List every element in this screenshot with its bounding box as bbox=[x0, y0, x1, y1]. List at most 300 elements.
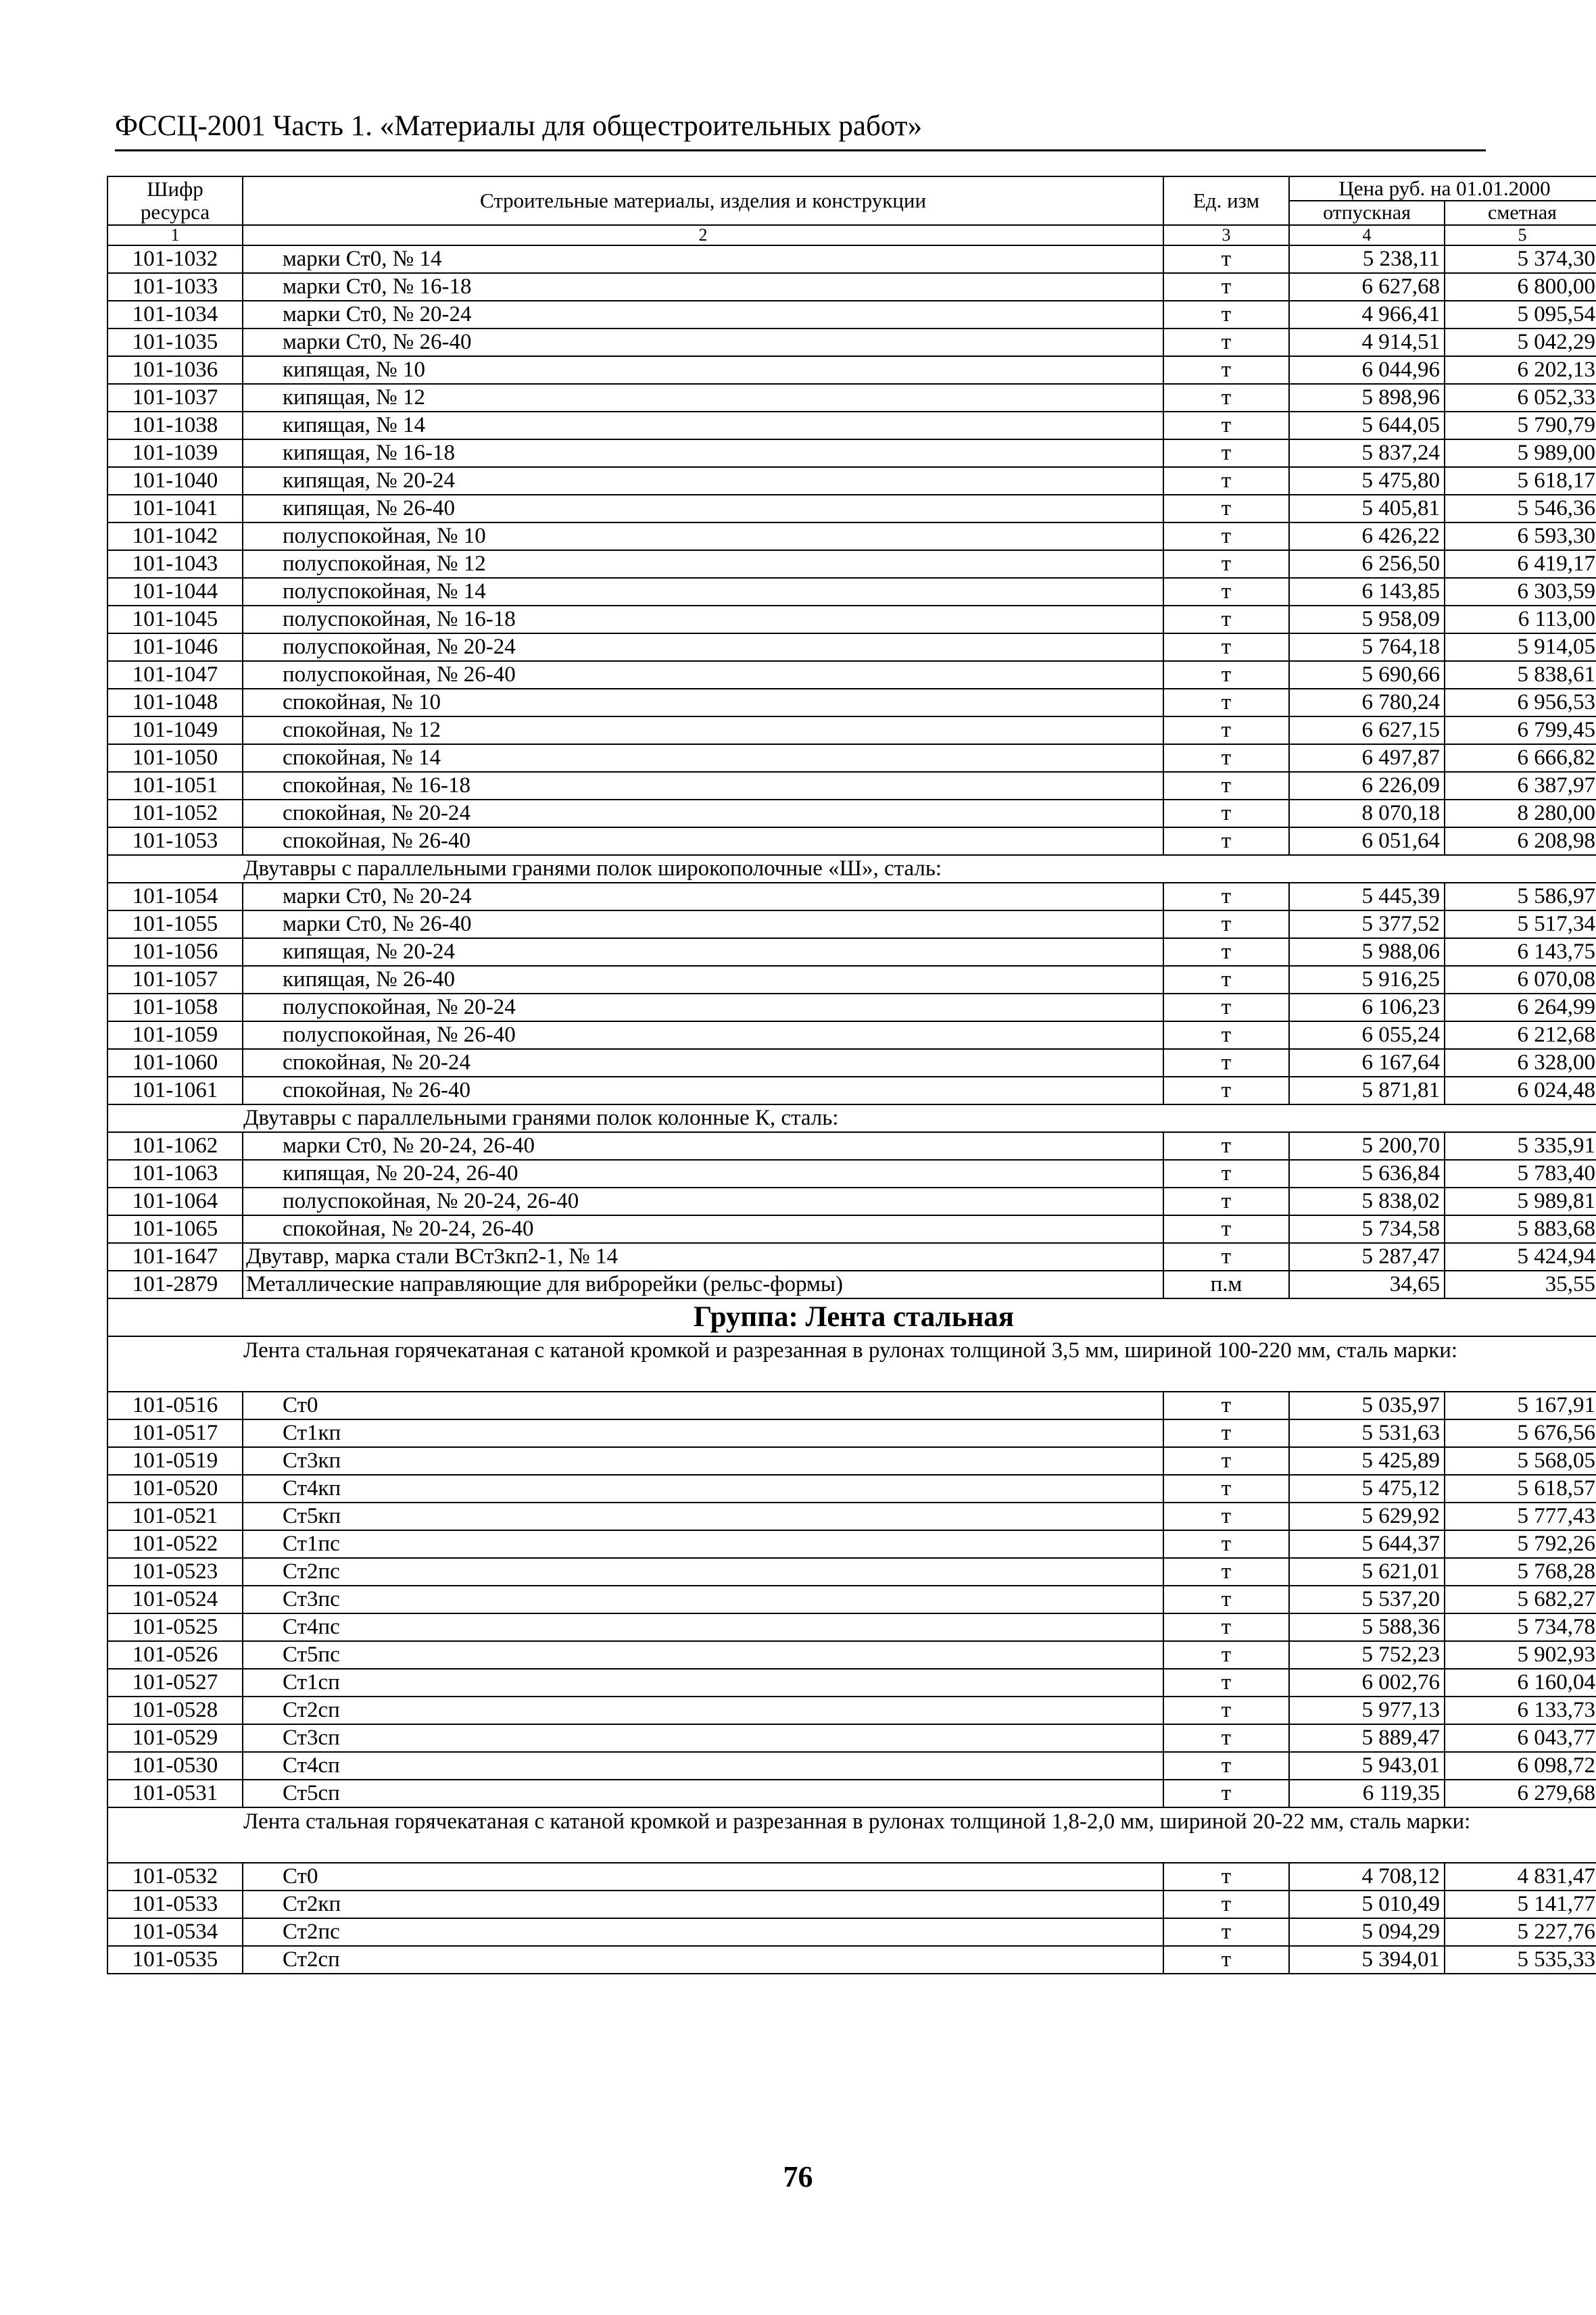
section-subheading-row bbox=[107, 855, 1596, 883]
table-row bbox=[107, 412, 1596, 439]
table-row bbox=[107, 1188, 1596, 1215]
table-row bbox=[107, 633, 1596, 661]
material-name: Ст5кп bbox=[243, 1503, 1163, 1530]
estimate-price: 5 141,77 bbox=[1445, 1891, 1596, 1918]
table-row bbox=[107, 245, 1596, 273]
resource-code: 101-0533 bbox=[107, 1891, 243, 1918]
release-price: 5 629,92 bbox=[1289, 1503, 1445, 1530]
material-name: полуспокойная, № 12 bbox=[243, 550, 1163, 578]
unit-of-measure: т bbox=[1163, 328, 1289, 356]
estimate-price: 6 208,98 bbox=[1445, 827, 1596, 855]
resource-code: 101-1059 bbox=[107, 1021, 243, 1049]
resource-code: 101-0535 bbox=[107, 1946, 243, 1974]
table-row bbox=[107, 772, 1596, 800]
table-row bbox=[107, 1049, 1596, 1077]
material-name: Ст4сп bbox=[243, 1752, 1163, 1780]
release-price: 5 889,47 bbox=[1289, 1724, 1445, 1752]
estimate-price: 6 212,68 bbox=[1445, 1021, 1596, 1049]
release-price: 6 780,24 bbox=[1289, 689, 1445, 716]
release-price: 5 764,18 bbox=[1289, 633, 1445, 661]
release-price: 6 055,24 bbox=[1289, 1021, 1445, 1049]
resource-code: 101-1036 bbox=[107, 356, 243, 384]
material-name: Ст3пс bbox=[243, 1586, 1163, 1613]
material-name: спокойная, № 10 bbox=[243, 689, 1163, 716]
release-price: 5 445,39 bbox=[1289, 883, 1445, 910]
resource-code: 101-1044 bbox=[107, 578, 243, 606]
unit-of-measure: т bbox=[1163, 966, 1289, 994]
resource-code: 101-1035 bbox=[107, 328, 243, 356]
estimate-price: 4 831,47 bbox=[1445, 1863, 1596, 1891]
unit-of-measure: т bbox=[1163, 467, 1289, 495]
resource-code: 101-0529 bbox=[107, 1724, 243, 1752]
resource-code: 101-0519 bbox=[107, 1447, 243, 1475]
estimate-price: 5 989,81 bbox=[1445, 1188, 1596, 1215]
unit-of-measure: т bbox=[1163, 1697, 1289, 1724]
table-column-numbers-row bbox=[107, 225, 1596, 245]
resource-code: 101-0524 bbox=[107, 1586, 243, 1613]
unit-of-measure: т bbox=[1163, 522, 1289, 550]
table-row bbox=[107, 716, 1596, 744]
release-price: 8 070,18 bbox=[1289, 800, 1445, 827]
estimate-price: 6 202,13 bbox=[1445, 356, 1596, 384]
material-name: Ст0 bbox=[243, 1863, 1163, 1891]
estimate-price: 6 666,82 bbox=[1445, 744, 1596, 772]
estimate-price: 5 374,30 bbox=[1445, 245, 1596, 273]
estimate-price: 5 989,00 bbox=[1445, 439, 1596, 467]
group-description-row bbox=[107, 1336, 1596, 1392]
resource-code: 101-1056 bbox=[107, 938, 243, 966]
table-row bbox=[107, 1613, 1596, 1641]
resource-code: 101-1065 bbox=[107, 1215, 243, 1243]
unit-of-measure: т bbox=[1163, 1863, 1289, 1891]
resource-code: 101-0534 bbox=[107, 1918, 243, 1946]
unit-of-measure: т bbox=[1163, 606, 1289, 633]
release-price: 6 143,85 bbox=[1289, 578, 1445, 606]
estimate-price: 5 167,91 bbox=[1445, 1392, 1596, 1419]
resource-code: 101-1055 bbox=[107, 910, 243, 938]
table-row bbox=[107, 301, 1596, 328]
unit-of-measure: т bbox=[1163, 1780, 1289, 1807]
material-name: спокойная, № 16-18 bbox=[243, 772, 1163, 800]
material-name: марки Ст0, № 20-24 bbox=[243, 301, 1163, 328]
release-price: 5 988,06 bbox=[1289, 938, 1445, 966]
table-row bbox=[107, 994, 1596, 1021]
estimate-price: 5 517,34 bbox=[1445, 910, 1596, 938]
release-price: 5 958,09 bbox=[1289, 606, 1445, 633]
release-price: 5 035,97 bbox=[1289, 1392, 1445, 1419]
resource-code: 101-1039 bbox=[107, 439, 243, 467]
estimate-price: 6 043,77 bbox=[1445, 1724, 1596, 1752]
unit-of-measure: т bbox=[1163, 633, 1289, 661]
unit-of-measure: т bbox=[1163, 412, 1289, 439]
estimate-price: 5 734,78 bbox=[1445, 1613, 1596, 1641]
release-price: 6 497,87 bbox=[1289, 744, 1445, 772]
estimate-price: 5 682,27 bbox=[1445, 1586, 1596, 1613]
unit-of-measure: т bbox=[1163, 1188, 1289, 1215]
resource-code: 101-1053 bbox=[107, 827, 243, 855]
unit-of-measure: т bbox=[1163, 938, 1289, 966]
material-name: марки Ст0, № 16-18 bbox=[243, 273, 1163, 301]
resource-code: 101-0516 bbox=[107, 1392, 243, 1419]
unit-of-measure: т bbox=[1163, 495, 1289, 522]
header-estimate-price: сметная bbox=[1445, 201, 1596, 225]
table-row bbox=[107, 744, 1596, 772]
estimate-price: 6 387,97 bbox=[1445, 772, 1596, 800]
release-price: 5 898,96 bbox=[1289, 384, 1445, 412]
estimate-price: 5 883,68 bbox=[1445, 1215, 1596, 1243]
release-price: 5 238,11 bbox=[1289, 245, 1445, 273]
unit-of-measure: т bbox=[1163, 578, 1289, 606]
release-price: 5 425,89 bbox=[1289, 1447, 1445, 1475]
estimate-price: 6 328,00 bbox=[1445, 1049, 1596, 1077]
table-row bbox=[107, 328, 1596, 356]
table-row bbox=[107, 966, 1596, 994]
unit-of-measure: т bbox=[1163, 689, 1289, 716]
unit-of-measure: т bbox=[1163, 1918, 1289, 1946]
table-row bbox=[107, 1697, 1596, 1724]
material-name: Металлические направляющие для виброрейки (рельс-формы) bbox=[243, 1271, 1163, 1298]
unit-of-measure: т bbox=[1163, 1077, 1289, 1104]
resource-code: 101-0531 bbox=[107, 1780, 243, 1807]
resource-code: 101-1033 bbox=[107, 273, 243, 301]
material-name: спокойная, № 12 bbox=[243, 716, 1163, 744]
release-price: 5 010,49 bbox=[1289, 1891, 1445, 1918]
release-price: 4 966,41 bbox=[1289, 301, 1445, 328]
table-row bbox=[107, 883, 1596, 910]
resource-code: 101-0520 bbox=[107, 1475, 243, 1503]
table-row bbox=[107, 1530, 1596, 1558]
resource-code: 101-1037 bbox=[107, 384, 243, 412]
unit-of-measure: т bbox=[1163, 744, 1289, 772]
unit-of-measure: п.м bbox=[1163, 1271, 1289, 1298]
resource-code: 101-1058 bbox=[107, 994, 243, 1021]
release-price: 5 752,23 bbox=[1289, 1641, 1445, 1669]
table-row bbox=[107, 467, 1596, 495]
table-row bbox=[107, 1271, 1596, 1298]
estimate-price: 5 783,40 bbox=[1445, 1160, 1596, 1188]
table-row bbox=[107, 800, 1596, 827]
resource-code: 101-1048 bbox=[107, 689, 243, 716]
column-number: 2 bbox=[243, 225, 1163, 245]
estimate-price: 6 279,68 bbox=[1445, 1780, 1596, 1807]
table-row bbox=[107, 1475, 1596, 1503]
release-price: 5 644,05 bbox=[1289, 412, 1445, 439]
resource-code: 101-1049 bbox=[107, 716, 243, 744]
resource-code: 101-1051 bbox=[107, 772, 243, 800]
column-number: 3 bbox=[1163, 225, 1289, 245]
group-heading: Группа: Лента стальная bbox=[107, 1298, 1596, 1336]
group-description: Лента стальная горячекатаная с катаной кромкой и разрезанная в рулонах толщиной 3,5 мм, шириной 100-220 мм, сталь марки: bbox=[107, 1336, 1596, 1392]
unit-of-measure: т bbox=[1163, 1447, 1289, 1475]
unit-of-measure: т bbox=[1163, 1946, 1289, 1974]
resource-code: 101-0525 bbox=[107, 1613, 243, 1641]
resource-code: 101-1047 bbox=[107, 661, 243, 689]
unit-of-measure: т bbox=[1163, 1641, 1289, 1669]
unit-of-measure: т bbox=[1163, 301, 1289, 328]
resource-code: 101-1034 bbox=[107, 301, 243, 328]
table-row bbox=[107, 827, 1596, 855]
release-price: 5 537,20 bbox=[1289, 1586, 1445, 1613]
table-row bbox=[107, 689, 1596, 716]
material-name: кипящая, № 16-18 bbox=[243, 439, 1163, 467]
unit-of-measure: т bbox=[1163, 1243, 1289, 1271]
release-price: 34,65 bbox=[1289, 1271, 1445, 1298]
estimate-price: 5 792,26 bbox=[1445, 1530, 1596, 1558]
table-row bbox=[107, 1918, 1596, 1946]
table-row bbox=[107, 1503, 1596, 1530]
release-price: 6 256,50 bbox=[1289, 550, 1445, 578]
material-name: кипящая, № 10 bbox=[243, 356, 1163, 384]
estimate-price: 5 618,57 bbox=[1445, 1475, 1596, 1503]
material-name: кипящая, № 20-24 bbox=[243, 467, 1163, 495]
resource-code: 101-1038 bbox=[107, 412, 243, 439]
price-table bbox=[107, 176, 1596, 1974]
estimate-price: 6 024,48 bbox=[1445, 1077, 1596, 1104]
resource-code: 101-1050 bbox=[107, 744, 243, 772]
table-row bbox=[107, 356, 1596, 384]
header-divider bbox=[115, 149, 1486, 151]
table-row bbox=[107, 1863, 1596, 1891]
unit-of-measure: т bbox=[1163, 356, 1289, 384]
estimate-price: 6 098,72 bbox=[1445, 1752, 1596, 1780]
table-row bbox=[107, 1215, 1596, 1243]
resource-code: 101-1647 bbox=[107, 1243, 243, 1271]
release-price: 5 377,52 bbox=[1289, 910, 1445, 938]
release-price: 6 426,22 bbox=[1289, 522, 1445, 550]
estimate-price: 35,55 bbox=[1445, 1271, 1596, 1298]
release-price: 6 627,15 bbox=[1289, 716, 1445, 744]
resource-code: 101-0527 bbox=[107, 1669, 243, 1697]
table-row bbox=[107, 661, 1596, 689]
table-row bbox=[107, 439, 1596, 467]
estimate-price: 5 335,91 bbox=[1445, 1132, 1596, 1160]
header-price: Цена руб. на 01.01.2000 bbox=[1289, 176, 1596, 201]
unit-of-measure: т bbox=[1163, 1669, 1289, 1697]
estimate-price: 5 914,05 bbox=[1445, 633, 1596, 661]
material-name: кипящая, № 26-40 bbox=[243, 966, 1163, 994]
unit-of-measure: т bbox=[1163, 1160, 1289, 1188]
unit-of-measure: т bbox=[1163, 1132, 1289, 1160]
material-name: Ст1кп bbox=[243, 1419, 1163, 1447]
estimate-price: 5 586,97 bbox=[1445, 883, 1596, 910]
release-price: 6 119,35 bbox=[1289, 1780, 1445, 1807]
release-price: 5 475,12 bbox=[1289, 1475, 1445, 1503]
table-row bbox=[107, 273, 1596, 301]
resource-code: 101-0530 bbox=[107, 1752, 243, 1780]
table-row bbox=[107, 1586, 1596, 1613]
resource-code: 101-0521 bbox=[107, 1503, 243, 1530]
unit-of-measure: т bbox=[1163, 883, 1289, 910]
resource-code: 101-1064 bbox=[107, 1188, 243, 1215]
material-name: Ст4кп bbox=[243, 1475, 1163, 1503]
unit-of-measure: т bbox=[1163, 1503, 1289, 1530]
material-name: Ст4пс bbox=[243, 1613, 1163, 1641]
resource-code: 101-1052 bbox=[107, 800, 243, 827]
unit-of-measure: т bbox=[1163, 1586, 1289, 1613]
material-name: Ст3кп bbox=[243, 1447, 1163, 1475]
unit-of-measure: т bbox=[1163, 1215, 1289, 1243]
material-name: кипящая, № 20-24 bbox=[243, 938, 1163, 966]
release-price: 5 475,80 bbox=[1289, 467, 1445, 495]
release-price: 5 621,01 bbox=[1289, 1558, 1445, 1586]
table-row bbox=[107, 1021, 1596, 1049]
estimate-price: 5 676,56 bbox=[1445, 1419, 1596, 1447]
release-price: 6 051,64 bbox=[1289, 827, 1445, 855]
table-row bbox=[107, 495, 1596, 522]
estimate-price: 5 095,54 bbox=[1445, 301, 1596, 328]
estimate-price: 5 902,93 bbox=[1445, 1641, 1596, 1669]
resource-code: 101-1046 bbox=[107, 633, 243, 661]
table-row bbox=[107, 1891, 1596, 1918]
table-row bbox=[107, 606, 1596, 633]
release-price: 5 405,81 bbox=[1289, 495, 1445, 522]
column-number: 4 bbox=[1289, 225, 1445, 245]
table-body bbox=[107, 245, 1596, 1974]
release-price: 5 943,01 bbox=[1289, 1752, 1445, 1780]
estimate-price: 5 535,33 bbox=[1445, 1946, 1596, 1974]
resource-code: 101-0532 bbox=[107, 1863, 243, 1891]
material-name: Ст5сп bbox=[243, 1780, 1163, 1807]
release-price: 5 916,25 bbox=[1289, 966, 1445, 994]
material-name: кипящая, № 26-40 bbox=[243, 495, 1163, 522]
group-description-row bbox=[107, 1807, 1596, 1863]
material-name: марки Ст0, № 26-40 bbox=[243, 910, 1163, 938]
material-name: спокойная, № 20-24, 26-40 bbox=[243, 1215, 1163, 1243]
unit-of-measure: т bbox=[1163, 1613, 1289, 1641]
resource-code: 101-1063 bbox=[107, 1160, 243, 1188]
release-price: 5 977,13 bbox=[1289, 1697, 1445, 1724]
unit-of-measure: т bbox=[1163, 245, 1289, 273]
table-row bbox=[107, 1641, 1596, 1669]
release-price: 6 106,23 bbox=[1289, 994, 1445, 1021]
estimate-price: 5 790,79 bbox=[1445, 412, 1596, 439]
unit-of-measure: т bbox=[1163, 1021, 1289, 1049]
unit-of-measure: т bbox=[1163, 910, 1289, 938]
estimate-price: 8 280,00 bbox=[1445, 800, 1596, 827]
material-name: Ст2пс bbox=[243, 1918, 1163, 1946]
material-name: спокойная, № 26-40 bbox=[243, 827, 1163, 855]
unit-of-measure: т bbox=[1163, 1530, 1289, 1558]
estimate-price: 6 799,45 bbox=[1445, 716, 1596, 744]
unit-of-measure: т bbox=[1163, 384, 1289, 412]
resource-code: 101-0526 bbox=[107, 1641, 243, 1669]
release-price: 6 627,68 bbox=[1289, 273, 1445, 301]
unit-of-measure: т bbox=[1163, 716, 1289, 744]
unit-of-measure: т bbox=[1163, 439, 1289, 467]
table-row bbox=[107, 1724, 1596, 1752]
resource-code: 101-1032 bbox=[107, 245, 243, 273]
unit-of-measure: т bbox=[1163, 1419, 1289, 1447]
column-number: 1 bbox=[107, 225, 243, 245]
unit-of-measure: т bbox=[1163, 1475, 1289, 1503]
resource-code: 101-1041 bbox=[107, 495, 243, 522]
table-header-row bbox=[107, 176, 1596, 201]
estimate-price: 5 546,36 bbox=[1445, 495, 1596, 522]
release-price: 5 734,58 bbox=[1289, 1215, 1445, 1243]
release-price: 5 287,47 bbox=[1289, 1243, 1445, 1271]
estimate-price: 5 568,05 bbox=[1445, 1447, 1596, 1475]
unit-of-measure: т bbox=[1163, 550, 1289, 578]
estimate-price: 6 800,00 bbox=[1445, 273, 1596, 301]
section-subheading: Двутавры с параллельными гранями полок широкополочные «Ш», сталь: bbox=[107, 855, 1596, 883]
table-row bbox=[107, 550, 1596, 578]
estimate-price: 6 052,33 bbox=[1445, 384, 1596, 412]
section-subheading: Двутавры с параллельными гранями полок колонные К, сталь: bbox=[107, 1104, 1596, 1132]
resource-code: 101-1045 bbox=[107, 606, 243, 633]
table-row bbox=[107, 910, 1596, 938]
release-price: 6 002,76 bbox=[1289, 1669, 1445, 1697]
material-name: Ст5пс bbox=[243, 1641, 1163, 1669]
resource-code: 101-2879 bbox=[107, 1271, 243, 1298]
table-row bbox=[107, 1752, 1596, 1780]
material-name: Ст0 bbox=[243, 1392, 1163, 1419]
material-name: полуспокойная, № 20-24, 26-40 bbox=[243, 1188, 1163, 1215]
release-price: 5 588,36 bbox=[1289, 1613, 1445, 1641]
material-name: спокойная, № 20-24 bbox=[243, 1049, 1163, 1077]
release-price: 5 837,24 bbox=[1289, 439, 1445, 467]
estimate-price: 6 593,30 bbox=[1445, 522, 1596, 550]
section-subheading-row bbox=[107, 1104, 1596, 1132]
header-name: Строительные материалы, изделия и конструкции bbox=[243, 176, 1163, 225]
unit-of-measure: т bbox=[1163, 1724, 1289, 1752]
table-row bbox=[107, 384, 1596, 412]
estimate-price: 6 160,04 bbox=[1445, 1669, 1596, 1697]
table-row bbox=[107, 1392, 1596, 1419]
material-name: марки Ст0, № 14 bbox=[243, 245, 1163, 273]
estimate-price: 6 133,73 bbox=[1445, 1697, 1596, 1724]
resource-code: 101-1040 bbox=[107, 467, 243, 495]
unit-of-measure: т bbox=[1163, 827, 1289, 855]
unit-of-measure: т bbox=[1163, 1392, 1289, 1419]
estimate-price: 5 768,28 bbox=[1445, 1558, 1596, 1586]
unit-of-measure: т bbox=[1163, 661, 1289, 689]
estimate-price: 5 424,94 bbox=[1445, 1243, 1596, 1271]
material-name: Ст1пс bbox=[243, 1530, 1163, 1558]
resource-code: 101-1054 bbox=[107, 883, 243, 910]
table-row bbox=[107, 1419, 1596, 1447]
unit-of-measure: т bbox=[1163, 1558, 1289, 1586]
resource-code: 101-0522 bbox=[107, 1530, 243, 1558]
estimate-price: 5 618,17 bbox=[1445, 467, 1596, 495]
material-name: Двутавр, марка стали ВСт3кп2-1, № 14 bbox=[243, 1243, 1163, 1271]
material-name: марки Ст0, № 20-24, 26-40 bbox=[243, 1132, 1163, 1160]
release-price: 5 871,81 bbox=[1289, 1077, 1445, 1104]
material-name: кипящая, № 12 bbox=[243, 384, 1163, 412]
unit-of-measure: т bbox=[1163, 994, 1289, 1021]
table-row bbox=[107, 1447, 1596, 1475]
material-name: Ст2кп bbox=[243, 1891, 1163, 1918]
release-price: 5 200,70 bbox=[1289, 1132, 1445, 1160]
estimate-price: 6 303,59 bbox=[1445, 578, 1596, 606]
material-name: марки Ст0, № 20-24 bbox=[243, 883, 1163, 910]
release-price: 5 394,01 bbox=[1289, 1946, 1445, 1974]
material-name: Ст2сп bbox=[243, 1946, 1163, 1974]
resource-code: 101-0517 bbox=[107, 1419, 243, 1447]
page-number: 76 bbox=[783, 2160, 813, 2193]
unit-of-measure: т bbox=[1163, 1891, 1289, 1918]
resource-code: 101-1042 bbox=[107, 522, 243, 550]
release-price: 4 914,51 bbox=[1289, 328, 1445, 356]
estimate-price: 6 956,53 bbox=[1445, 689, 1596, 716]
estimate-price: 5 227,76 bbox=[1445, 1918, 1596, 1946]
page-header-title: ФССЦ-2001 Часть 1. «Материалы для общестроительных работ» bbox=[115, 110, 923, 142]
material-name: полуспокойная, № 26-40 bbox=[243, 1021, 1163, 1049]
unit-of-measure: т bbox=[1163, 273, 1289, 301]
material-name: Ст1сп bbox=[243, 1669, 1163, 1697]
release-price: 6 167,64 bbox=[1289, 1049, 1445, 1077]
unit-of-measure: т bbox=[1163, 1049, 1289, 1077]
material-name: спокойная, № 20-24 bbox=[243, 800, 1163, 827]
